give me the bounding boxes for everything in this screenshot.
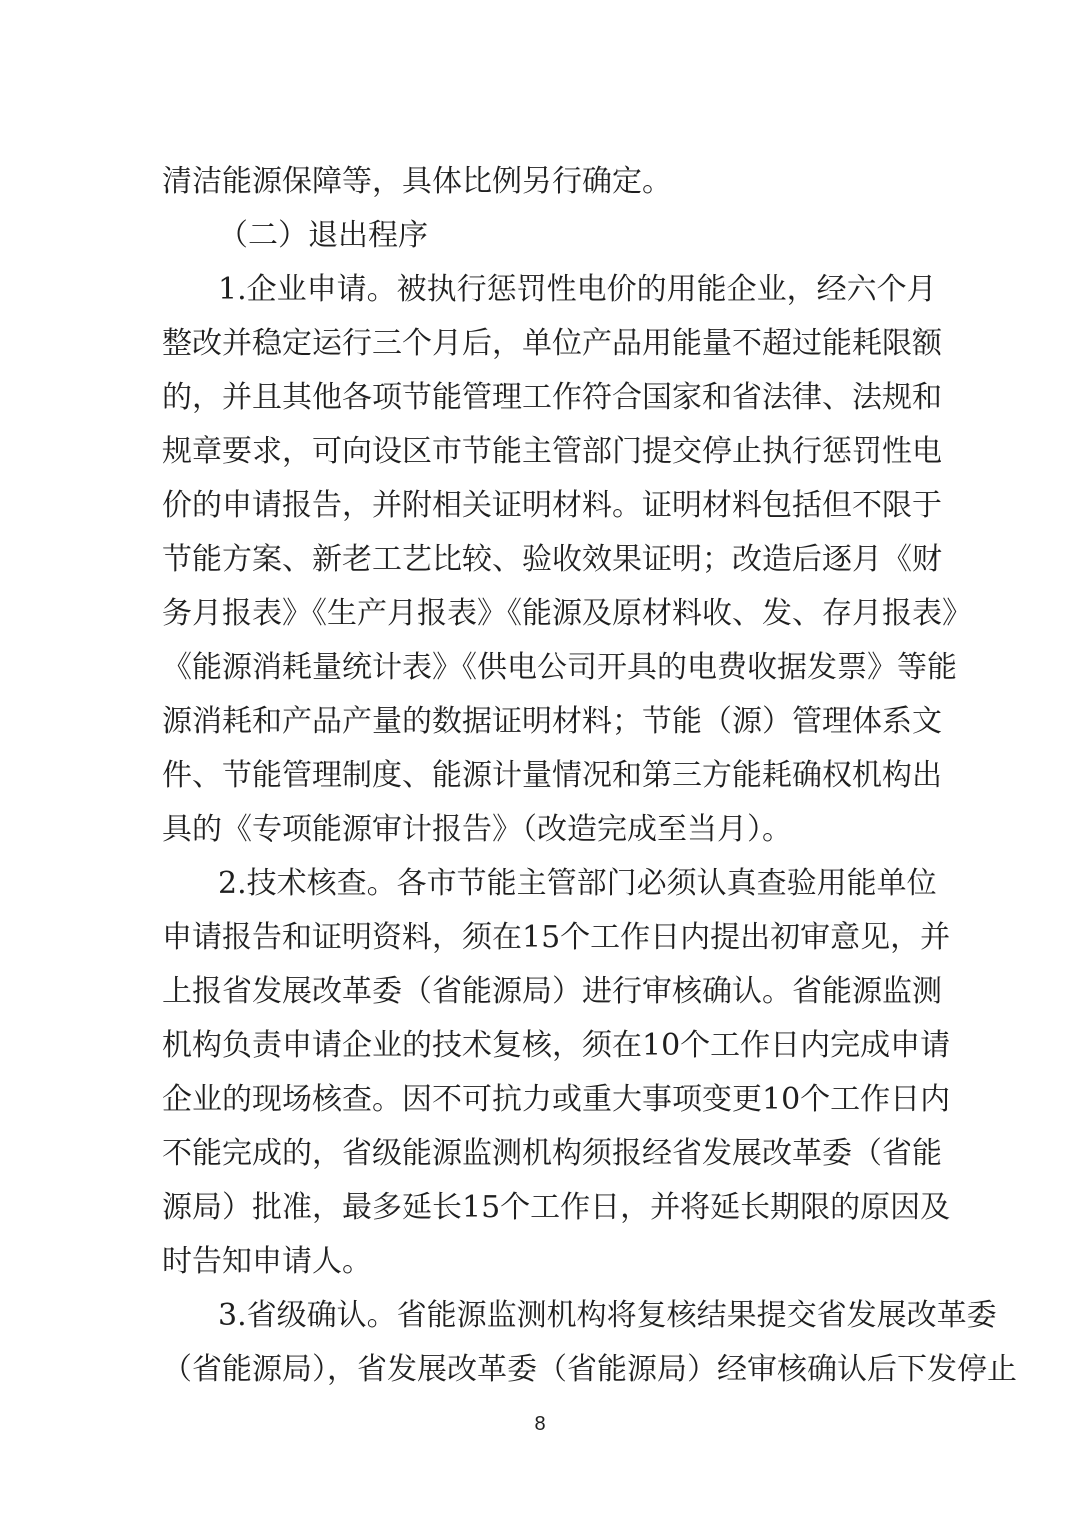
text-line-17: 机构负责申请企业的技术复核，须在10个工作日内完成申请 bbox=[162, 1028, 951, 1063]
text-line-8: 节能方案、新老工艺比较、验收效果证明；改造后逐月《财 bbox=[162, 542, 942, 577]
text-line-1: 清洁能源保障等，具体比例另行确定。 bbox=[162, 164, 672, 199]
text-line-3: 1.企业申请。被执行惩罚性电价的用能企业，经六个月 bbox=[218, 272, 937, 307]
text-line-23: （省能源局），省发展改革委（省能源局）经审核确认后下发停止 bbox=[162, 1352, 1017, 1387]
text-line-19: 不能完成的，省级能源监测机构须报经省发展改革委（省能 bbox=[162, 1136, 942, 1171]
text-line-21: 时告知申请人。 bbox=[162, 1244, 372, 1279]
page-number: 8 bbox=[534, 1413, 546, 1435]
text-line-7: 价的申请报告，并附相关证明材料。证明材料包括但不限于 bbox=[162, 488, 942, 523]
text-line-5: 的，并且其他各项节能管理工作符合国家和省法律、法规和 bbox=[162, 380, 942, 415]
text-line-6: 规章要求，可向设区市节能主管部门提交停止执行惩罚性电 bbox=[162, 434, 942, 469]
text-line-15: 申请报告和证明资料，须在15个工作日内提出初审意见，并 bbox=[162, 920, 951, 955]
text-line-9: 务月报表》《生产月报表》《能源及原材料收、发、存月报表》 bbox=[162, 596, 972, 631]
text-line-4: 整改并稳定运行三个月后，单位产品用能量不超过能耗限额 bbox=[162, 326, 942, 361]
text-line-10: 《能源消耗量统计表》《供电公司开具的电费收据发票》等能 bbox=[162, 650, 957, 685]
text-line-14: 2.技术核查。各市节能主管部门必须认真查验用能单位 bbox=[218, 866, 937, 901]
text-line-12: 件、节能管理制度、能源计量情况和第三方能耗确权机构出 bbox=[162, 758, 942, 793]
section-heading: （二）退出程序 bbox=[218, 218, 428, 253]
text-line-22: 3.省级确认。省能源监测机构将复核结果提交省发展改革委 bbox=[218, 1298, 997, 1333]
text-line-18: 企业的现场核查。因不可抗力或重大事项变更10个工作日内 bbox=[162, 1082, 951, 1117]
text-line-13: 具的《专项能源审计报告》（改造完成至当月）。 bbox=[162, 812, 792, 847]
text-line-11: 源消耗和产品产量的数据证明材料；节能（源）管理体系文 bbox=[162, 704, 942, 739]
text-line-16: 上报省发展改革委（省能源局）进行审核确认。省能源监测 bbox=[162, 974, 942, 1009]
text-line-20: 源局）批准，最多延长15个工作日，并将延长期限的原因及 bbox=[162, 1190, 951, 1225]
